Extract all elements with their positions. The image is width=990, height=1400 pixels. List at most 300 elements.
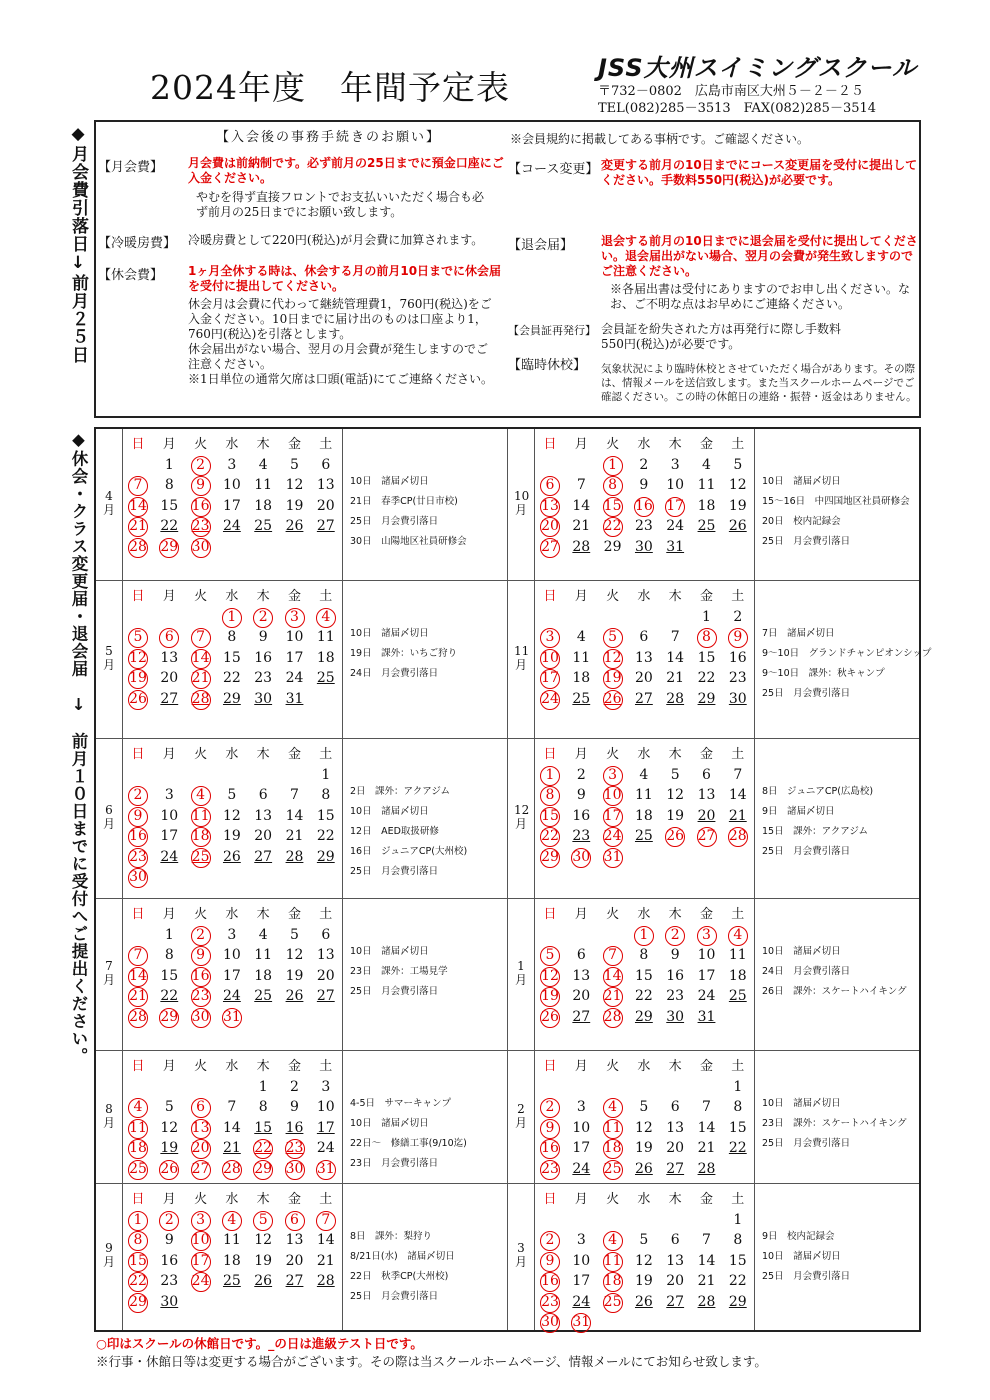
calendar-day: 21 xyxy=(697,1140,716,1156)
calendar-day: 22 xyxy=(251,1139,275,1158)
calendar-day: 13 xyxy=(666,1119,685,1136)
calendar-day: 4 xyxy=(189,786,213,805)
calendar-day: 11 xyxy=(316,629,335,645)
calendar-day: 27 xyxy=(160,690,179,707)
month-label: 2月 xyxy=(514,1101,527,1130)
event-item: 9～10日 課外：秋キャンプ xyxy=(762,668,885,679)
calendar-day: 31 xyxy=(666,538,685,555)
weekday-header: 土 xyxy=(731,437,745,452)
calendar-day: 22 xyxy=(126,1272,150,1291)
calendar-day: 12 xyxy=(728,477,747,493)
calendar-day: 8 xyxy=(733,1099,743,1115)
calendar-day: 14 xyxy=(697,1252,716,1269)
calendar-day: 2 xyxy=(663,926,687,945)
quit-red-text: 退会する前月の10日までに退会届を受付に提出してください。退会届出がない場合、翌月の会費が発生致しますのでご注意ください。 xyxy=(601,234,918,278)
calendar-day: 29 xyxy=(728,1293,747,1310)
event-item: 21日 春季CP(廿日市校) xyxy=(350,496,458,507)
calendar-day: 1 xyxy=(321,766,331,783)
calendar-day: 24 xyxy=(222,518,241,534)
calendar-day: 31 xyxy=(285,690,304,707)
event-item: 10日 諸届〆切日 xyxy=(762,946,841,957)
weekday-header: 月 xyxy=(162,1192,176,1207)
event-divider xyxy=(754,1184,755,1330)
calendar-day: 27 xyxy=(254,848,273,865)
calendar-day: 3 xyxy=(576,1099,586,1115)
weekday-header: 火 xyxy=(194,747,208,762)
weekday-header: 火 xyxy=(606,589,620,604)
calendar-day: 17 xyxy=(697,967,716,984)
heat-label: 【冷暖房費】 xyxy=(98,236,177,251)
calendar-day: 3 xyxy=(227,926,237,943)
event-item: 9日 諸届〆切日 xyxy=(762,806,835,817)
weekday-header: 水 xyxy=(225,1059,239,1074)
calendar-day: 27 xyxy=(695,827,719,846)
calendar-day: 15 xyxy=(634,967,653,984)
calendar-day: 21 xyxy=(666,670,685,686)
weekday-header: 木 xyxy=(256,1192,270,1207)
calendar-day: 23 xyxy=(160,1273,179,1289)
event-item: 23日 月会費引落日 xyxy=(350,1158,439,1169)
calendar-day: 17 xyxy=(222,497,241,514)
calendar-day: 12 xyxy=(601,649,625,668)
calendar-day: 6 xyxy=(702,766,711,783)
calendar-day: 18 xyxy=(572,670,591,686)
calendar-day: 11 xyxy=(728,947,747,963)
weekday-header: 水 xyxy=(637,437,651,452)
calendar-day: 6 xyxy=(639,629,649,645)
event-item: 25日 月会費引落日 xyxy=(762,846,851,857)
calendar-day: 25 xyxy=(601,1293,625,1312)
calendar-day: 19 xyxy=(634,1140,653,1156)
reissue-label: 【会員証再発行】 xyxy=(508,324,596,337)
month-label-divider xyxy=(122,899,123,1050)
calendar-day: 8 xyxy=(126,1231,150,1250)
calendar-day: 7 xyxy=(733,766,743,783)
weekday-header: 火 xyxy=(606,1192,620,1207)
calendar-day: 18 xyxy=(601,1272,625,1291)
calendar-day: 21 xyxy=(697,1273,716,1289)
calendar-day: 24 xyxy=(160,848,179,865)
weekday-header: 火 xyxy=(194,437,208,452)
weekday-header: 月 xyxy=(162,907,176,922)
calendar-day: 14 xyxy=(126,967,150,986)
calendar-day: 16 xyxy=(666,967,685,984)
event-item: 26日 課外：スケートハイキング xyxy=(762,986,907,997)
calendar-day: 20 xyxy=(189,1139,213,1158)
calendar-day: 13 xyxy=(666,1252,685,1269)
weekday-header: 土 xyxy=(319,907,333,922)
calendar-day: 31 xyxy=(697,1008,716,1025)
calendar-day: 25 xyxy=(222,1273,241,1289)
calendar-day: 11 xyxy=(601,1119,625,1138)
calendar-day: 21 xyxy=(126,517,150,536)
calendar-day: 3 xyxy=(576,1232,586,1248)
event-item: 8日 課外：梨狩り xyxy=(350,1231,433,1242)
month-row xyxy=(96,739,919,899)
calendar-day: 21 xyxy=(728,807,747,824)
weekday-header: 水 xyxy=(225,747,239,762)
calendar-day: 19 xyxy=(254,1252,273,1269)
calendar-day: 19 xyxy=(160,1140,179,1156)
weekday-header: 土 xyxy=(319,1059,333,1074)
calendar-day: 27 xyxy=(572,1008,591,1025)
weekday-header: 木 xyxy=(668,1059,682,1074)
calendar-day: 28 xyxy=(666,690,685,707)
calendar-day: 14 xyxy=(572,497,591,514)
calendar-day: 5 xyxy=(601,628,625,647)
event-item: 25日 月会費引落日 xyxy=(762,1271,851,1282)
calendar-day: 28 xyxy=(572,538,591,555)
calendar-day: 16 xyxy=(254,649,273,666)
calendar-day: 11 xyxy=(697,477,716,493)
calendar-day: 9 xyxy=(670,947,680,963)
calendar-day: 10 xyxy=(697,947,716,963)
weekday-header: 日 xyxy=(131,589,145,604)
calendar-day: 5 xyxy=(290,926,299,943)
weekday-header: 金 xyxy=(699,1192,713,1207)
calendar-day: 30 xyxy=(189,1008,213,1027)
calendar-day: 30 xyxy=(666,1008,685,1025)
calendar-day: 31 xyxy=(314,1160,338,1179)
calendar-day: 15 xyxy=(728,1252,747,1269)
weekday-header: 水 xyxy=(637,907,651,922)
event-item: 25日 月会費引落日 xyxy=(350,986,439,997)
calendar-day: 7 xyxy=(314,1211,338,1230)
calendar-day: 14 xyxy=(189,649,213,668)
calendar-day: 24 xyxy=(316,1140,335,1156)
calendar-day: 2 xyxy=(251,608,275,627)
quit-text: ※各届出書は受付にありますのでお申し出ください。なお、ご不明な点はお早めにご連絡ください。 xyxy=(610,282,911,311)
month-row xyxy=(96,899,919,1051)
weekday-header: 水 xyxy=(225,1192,239,1207)
calendar-day: 28 xyxy=(697,1160,716,1177)
event-item: 22日～ 修繕工事(9/10迄) xyxy=(350,1138,467,1149)
weekday-header: 月 xyxy=(574,1192,588,1207)
calendar-day: 4 xyxy=(726,926,750,945)
calendar-day: 2 xyxy=(126,786,150,805)
calendar-day: 3 xyxy=(189,1211,213,1230)
calendar-day: 16 xyxy=(189,967,213,986)
calendar-day: 29 xyxy=(316,848,335,865)
weekday-header: 日 xyxy=(543,907,557,922)
weekday-header: 木 xyxy=(256,589,270,604)
calendar-day: 17 xyxy=(538,669,562,688)
footer-note: ※行事・休館日等は変更する場合がございます。その際は当スクールホームページ、情報メールにてお知らせ致します。 xyxy=(96,1354,767,1369)
calendar-day: 25 xyxy=(254,518,273,534)
calendar-day: 28 xyxy=(220,1160,244,1179)
month-label: 11月 xyxy=(514,644,530,672)
calendar-day: 15 xyxy=(222,649,241,666)
month-block xyxy=(96,581,507,738)
calendar-day: 22 xyxy=(316,828,335,844)
calendar-day: 14 xyxy=(126,497,150,516)
calendar-day: 12 xyxy=(126,649,150,668)
weekday-header: 月 xyxy=(162,437,176,452)
calendar-day: 24 xyxy=(601,827,625,846)
calendar-day: 18 xyxy=(316,649,335,666)
event-item: 24日 月会費引落日 xyxy=(762,966,851,977)
calendar-day: 26 xyxy=(157,1160,181,1179)
weekday-header: 月 xyxy=(574,907,588,922)
event-item: 12日 AED取扱研修 xyxy=(350,826,439,837)
calendar-day: 7 xyxy=(290,787,299,803)
weekday-header: 水 xyxy=(225,437,239,452)
calendar-day: 12 xyxy=(666,787,685,803)
calendar-day: 28 xyxy=(189,690,213,709)
calendar-day: 21 xyxy=(285,828,304,844)
month-block xyxy=(508,739,919,898)
weekday-header: 金 xyxy=(287,1059,301,1074)
weekday-header: 木 xyxy=(668,1192,682,1207)
weekday-header: 日 xyxy=(543,589,557,604)
calendar-day: 16 xyxy=(160,1252,179,1269)
weekday-header: 木 xyxy=(668,437,682,452)
calendar-day: 8 xyxy=(227,629,237,645)
weekday-header: 月 xyxy=(162,747,176,762)
calendar-day: 26 xyxy=(634,1160,653,1177)
calendar-day: 7 xyxy=(227,1099,237,1115)
calendar-day: 29 xyxy=(538,848,562,867)
month-block xyxy=(96,899,507,1050)
month-label: 7月 xyxy=(102,959,115,987)
calendar-day: 14 xyxy=(666,649,685,666)
calendar-day: 10 xyxy=(160,807,179,824)
calendar-day: 5 xyxy=(227,787,237,803)
calendar-day: 7 xyxy=(126,946,150,965)
calendar-day: 12 xyxy=(634,1252,653,1269)
calendar-day: 4 xyxy=(314,608,338,627)
calendar-day: 7 xyxy=(702,1232,711,1248)
calendar-day: 11 xyxy=(254,947,273,963)
calendar-day: 12 xyxy=(222,807,241,824)
month-row xyxy=(96,429,919,581)
calendar-day: 6 xyxy=(283,1211,307,1230)
calendar-day: 27 xyxy=(316,518,335,534)
calendar-day: 18 xyxy=(728,967,747,984)
event-divider xyxy=(754,739,755,898)
calendar-day: 26 xyxy=(634,1293,653,1310)
weekday-header: 木 xyxy=(668,589,682,604)
calendar-day: 16 xyxy=(126,827,150,846)
calendar-day: 10 xyxy=(316,1099,335,1115)
calendar-day: 16 xyxy=(189,497,213,516)
weekday-header: 土 xyxy=(731,1192,745,1207)
calendar-day: 12 xyxy=(254,1232,273,1248)
calendar-day: 30 xyxy=(254,690,273,707)
event-item: 2日 課外：アクアジム xyxy=(350,786,450,797)
calendar-day: 20 xyxy=(666,1273,685,1289)
calendar-day: 28 xyxy=(316,1273,335,1289)
event-item: 24日 月会費引落日 xyxy=(350,668,439,679)
weekday-header: 木 xyxy=(256,907,270,922)
month-label-divider xyxy=(122,1051,123,1183)
calendar-day: 25 xyxy=(728,988,747,1004)
calendar-day: 24 xyxy=(572,1293,591,1310)
calendar-day: 30 xyxy=(126,868,150,887)
calendar-day: 8 xyxy=(733,1232,743,1248)
event-divider xyxy=(342,899,343,1050)
calendar-day: 23 xyxy=(634,518,653,534)
weekday-header: 月 xyxy=(574,437,588,452)
event-item: 20日 校内記録会 xyxy=(762,516,841,527)
calendar-day: 13 xyxy=(634,649,653,666)
notice-heading-note: ※会員規約に掲載してある事柄です。ご確認ください。 xyxy=(510,132,810,146)
calendar-day: 5 xyxy=(290,456,299,473)
calendar-day: 2 xyxy=(639,456,649,473)
calendar-day: 17 xyxy=(663,497,687,516)
month-block xyxy=(96,1184,507,1330)
calendar-day: 9 xyxy=(258,629,268,645)
calendar-day: 8 xyxy=(258,1099,268,1115)
calendar-day: 7 xyxy=(126,476,150,495)
calendar-day: 6 xyxy=(538,476,562,495)
calendar-day: 14 xyxy=(222,1119,241,1136)
calendar-day: 1 xyxy=(538,766,562,785)
rest-text-3: ※1日単位の通常欠席は口頭(電話)にてご連絡ください。 xyxy=(188,372,494,386)
calendar-day: 28 xyxy=(726,827,750,846)
weekday-header: 土 xyxy=(319,589,333,604)
calendar-day: 30 xyxy=(569,848,593,867)
calendar-day: 4 xyxy=(258,456,268,473)
event-divider xyxy=(754,899,755,1050)
calendar-day: 26 xyxy=(126,690,150,709)
calendar-day: 23 xyxy=(572,828,591,844)
calendar-day: 5 xyxy=(538,946,562,965)
calendar-day: 21 xyxy=(222,1140,241,1156)
calendar-day: 17 xyxy=(160,828,179,844)
weekday-header: 日 xyxy=(543,437,557,452)
calendar-day: 6 xyxy=(157,628,181,647)
calendar-day: 25 xyxy=(254,988,273,1004)
calendar-day: 5 xyxy=(164,1099,174,1115)
weekday-header: 月 xyxy=(574,747,588,762)
weekday-header: 木 xyxy=(668,747,682,762)
calendar-day: 18 xyxy=(222,1252,241,1269)
calendar-day: 30 xyxy=(189,538,213,557)
event-item: 10日 諸届〆切日 xyxy=(350,476,429,487)
calendar-day: 12 xyxy=(634,1119,653,1136)
calendar-day: 2 xyxy=(189,456,213,475)
calendar-day: 21 xyxy=(189,669,213,688)
course-label: 【コース変更】 xyxy=(508,162,599,177)
calendar-day: 23 xyxy=(666,988,685,1004)
calendar-day: 9 xyxy=(290,1099,299,1115)
course-red-text: 変更する前月の10日までにコース変更届を受付に提出してください。手数料550円(税込)が必要です。 xyxy=(601,158,918,187)
month-row xyxy=(96,1051,919,1184)
calendar-day: 9 xyxy=(639,477,649,493)
calendar-day: 10 xyxy=(285,629,304,645)
calendar-day: 17 xyxy=(601,807,625,826)
calendar-day: 6 xyxy=(670,1232,680,1248)
calendar-day: 9 xyxy=(189,946,213,965)
calendar-day: 27 xyxy=(285,1273,304,1289)
calendar-day: 24 xyxy=(222,988,241,1004)
calendar-day: 9 xyxy=(538,1252,562,1271)
calendar-day: 24 xyxy=(572,1160,591,1177)
calendar-day: 14 xyxy=(728,787,747,803)
calendar-day: 20 xyxy=(697,807,716,824)
month-row xyxy=(96,581,932,739)
calendar-day: 27 xyxy=(634,690,653,707)
calendar-day: 20 xyxy=(634,670,653,686)
event-divider xyxy=(342,739,343,898)
calendar-day: 18 xyxy=(601,1139,625,1158)
calendar-day: 14 xyxy=(697,1119,716,1136)
calendar-day: 22 xyxy=(728,1273,747,1289)
calendar-day: 9 xyxy=(538,1119,562,1138)
month-block xyxy=(96,739,507,898)
weekday-header: 木 xyxy=(256,1059,270,1074)
calendar-grid xyxy=(94,427,932,1332)
event-divider xyxy=(754,429,755,580)
calendar-day: 5 xyxy=(639,1099,649,1115)
calendar-day: 3 xyxy=(227,456,237,473)
calendar-day: 19 xyxy=(126,669,150,688)
rest-text-2: 休会届出がない場合、翌月の月会費が発生しますのでご注意ください。 xyxy=(188,342,489,371)
calendar-day: 10 xyxy=(189,1231,213,1250)
calendar-day: 8 xyxy=(164,947,174,963)
weekday-header: 土 xyxy=(731,589,745,604)
calendar-day: 13 xyxy=(538,497,562,516)
calendar-day: 23 xyxy=(728,670,747,686)
calendar-day: 14 xyxy=(601,967,625,986)
weekday-header: 日 xyxy=(131,747,145,762)
calendar-day: 13 xyxy=(285,1232,304,1248)
weekday-header: 火 xyxy=(194,589,208,604)
calendar-day: 24 xyxy=(538,690,562,709)
weekday-header: 月 xyxy=(162,589,176,604)
calendar-day: 20 xyxy=(285,1252,304,1269)
calendar-day: 9 xyxy=(726,628,750,647)
month-label: 10月 xyxy=(514,489,530,517)
month-block xyxy=(508,581,932,738)
calendar-day: 23 xyxy=(254,670,273,686)
calendar-day: 4 xyxy=(126,1098,150,1117)
weekday-header: 金 xyxy=(287,437,301,452)
weekday-header: 金 xyxy=(699,747,713,762)
month-label-divider xyxy=(534,739,535,898)
calendar-day: 3 xyxy=(601,766,625,785)
quit-label: 【退会届】 xyxy=(508,238,574,253)
calendar-day: 25 xyxy=(189,848,213,867)
calendar-day: 7 xyxy=(189,628,213,647)
calendar-day: 14 xyxy=(316,1232,335,1248)
calendar-day: 21 xyxy=(316,1252,335,1269)
month-block xyxy=(96,429,507,580)
weekday-header: 水 xyxy=(225,589,239,604)
month-label: 6月 xyxy=(102,803,115,831)
calendar-day: 17 xyxy=(222,967,241,984)
calendar-day: 27 xyxy=(538,538,562,557)
calendar-day: 28 xyxy=(697,1293,716,1310)
calendar-day: 22 xyxy=(634,988,653,1004)
calendar-day: 11 xyxy=(126,1119,150,1138)
calendar-day: 4 xyxy=(601,1231,625,1250)
event-item: 10日 諸届〆切日 xyxy=(350,628,429,639)
calendar-day: 4 xyxy=(220,1211,244,1230)
calendar-day: 6 xyxy=(670,1099,680,1115)
event-item: 23日 課外：工場見学 xyxy=(350,966,448,977)
weekday-header: 金 xyxy=(699,437,713,452)
calendar-day: 24 xyxy=(189,1272,213,1291)
calendar-day: 12 xyxy=(538,967,562,986)
calendar-day: 29 xyxy=(634,1008,653,1025)
calendar-day: 1 xyxy=(164,456,174,473)
calendar-day: 5 xyxy=(126,628,150,647)
event-item: 25日 月会費引落日 xyxy=(350,516,439,527)
closed-label: 【臨時休校】 xyxy=(508,358,587,373)
weekday-header: 火 xyxy=(606,747,620,762)
